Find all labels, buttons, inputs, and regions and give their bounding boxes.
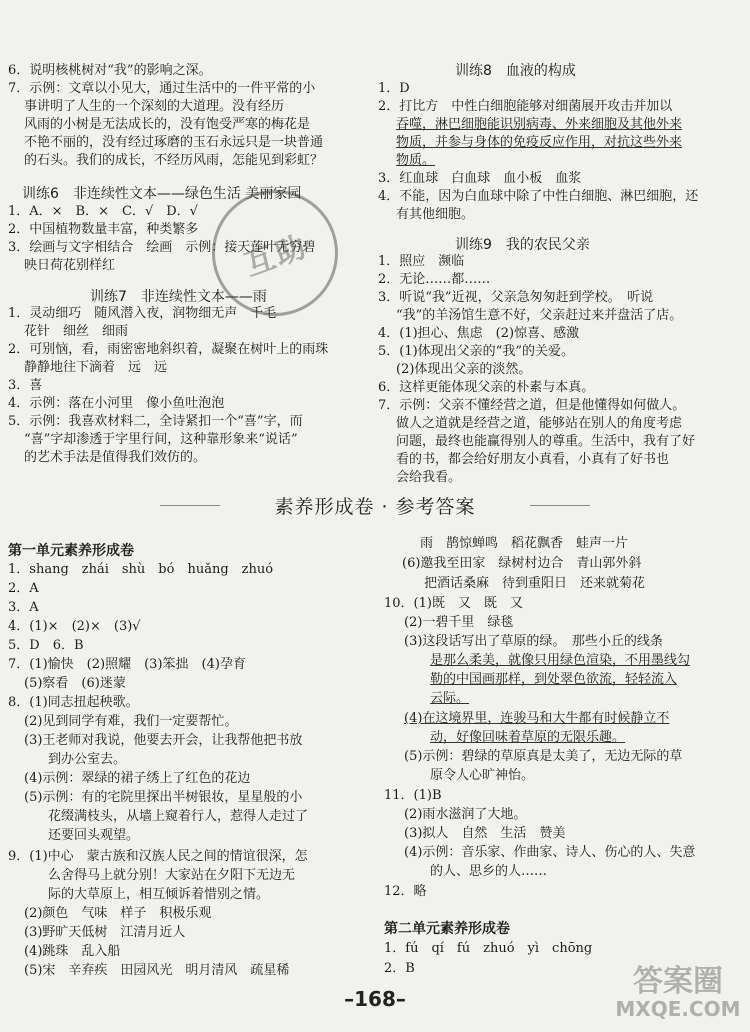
answer-line: 风雨的小树是无法成长的，没有饱受严寒的梅花是 <box>24 117 311 132</box>
answer-line: 问题，最终也能赢得别人的尊重。生活中，我有了好 <box>396 434 696 449</box>
answer-line: 4．示例：落在小河里 像小鱼吐泡泡 <box>8 396 225 411</box>
answer-line: 1．fú qí fú zhuó yì chōng <box>384 941 593 956</box>
answer-line: (4)示例：翠绿的裙子绣上了红色的花边 <box>24 771 251 786</box>
answer-line: (2)雨水滋润了大地。 <box>404 807 527 822</box>
answer-line: 的艺术手法是值得我们效仿的。 <box>24 450 207 465</box>
answer-line: 4．(1)担心、焦虑 (2)惊喜、感激 <box>378 326 580 341</box>
answer-line: 动，好像回味着草原的无限乐趣。 <box>430 730 626 745</box>
page-section-title: 素养形成卷 · 参考答案 <box>274 496 476 518</box>
answer-line: 雨 鹊惊蝉鸣 稻花飘香 蛙声一片 <box>420 536 629 551</box>
answer-line: 云际。 <box>430 691 470 706</box>
answer-line: 9．(1)中心 蒙古族和汉族人民之间的情谊很深，怎 <box>8 849 308 864</box>
answer-line: 3．喜 <box>8 378 43 393</box>
answer-line: (2)体现出父亲的淡然。 <box>396 362 532 377</box>
section-title-train8: 训练8 血液的构成 <box>455 63 576 79</box>
answer-line: 5．示例：我喜欢材料二，全诗紧扣一个“喜”字，而 <box>8 414 303 429</box>
answer-line: 3．红血球 白血球 血小板 血浆 <box>378 171 582 186</box>
answer-line: 有其他细胞。 <box>396 207 475 222</box>
answer-line: 12．略 <box>384 884 427 899</box>
answer-line: 会给我看。 <box>396 470 462 485</box>
watermark-logo-main: 答案圈 <box>633 964 723 999</box>
answer-line: (5)察看 (6)迷蒙 <box>24 676 126 691</box>
answer-line: 3．A <box>8 600 39 615</box>
answer-line: 1．D <box>378 81 410 96</box>
answer-line: 际的大草原上，相互倾诉着惜别之情。 <box>48 887 270 902</box>
answer-line: (4)跳珠 乱入船 <box>24 944 121 959</box>
answer-line: 3．绘画与文字相结合 绘画 示例：接天莲叶无穷碧 <box>8 240 316 255</box>
answer-line: 映日荷花别样红 <box>24 258 116 273</box>
answer-line: 的人、思乡的人…… <box>430 864 548 879</box>
stamp-seal-text: 互助 <box>240 228 313 284</box>
answer-line: 把酒话桑麻 待到重阳日 还来就菊花 <box>424 576 646 591</box>
answer-line: 静静地往下滴着 远 远 <box>24 360 168 375</box>
answer-line: 5．D 6．B <box>8 638 84 653</box>
answer-line: 7．(1)愉快 (2)照耀 (3)笨拙 (4)孕育 <box>8 657 246 672</box>
answer-line: (3)野旷天低树 江清月近人 <box>24 925 186 940</box>
answer-line: 11．(1)B <box>384 788 442 803</box>
answer-line: 的石头。我们的成长，不经历风雨，怎能见到彩虹？ <box>24 153 324 168</box>
answer-line: 5．(1)体现出父亲的“我”的关爱。 <box>378 344 574 359</box>
answer-line: 8．(1)同志扭起秧歌。 <box>8 695 139 710</box>
answer-line: (2)一碧千里 绿毯 <box>404 615 514 630</box>
answer-line: (5)示例：碧绿的草原真是太美了，无边无际的草 <box>404 749 683 764</box>
answer-line: 物质，并参与身体的免疫反应作用，对抗这些外来 <box>396 135 683 150</box>
title-rule-right <box>530 505 590 506</box>
answer-line: 到办公室去。 <box>48 752 127 767</box>
answer-line: 6．这样更能体现父亲的朴素与本真。 <box>378 380 595 395</box>
answer-line: (5)示例：有的宅院里探出半树银妆，星星般的小 <box>24 790 303 805</box>
answer-line: 1．A．× B．× C．√ D．√ <box>8 204 198 219</box>
answer-line: 2．可别恼，看，雨密密地斜织着，凝聚在树叶上的雨珠 <box>8 342 329 357</box>
answer-line: 1．照应 濒临 <box>378 254 465 269</box>
section-title-train7: 训练7 非连续性文本——雨 <box>90 289 267 305</box>
answer-line: “我”的羊汤馆生意不好，父亲赶过来并盘活了店。 <box>396 308 683 323</box>
answer-line: (6)邀我至田家 绿树村边合 青山郭外斜 <box>402 556 642 571</box>
page-number: –168– <box>344 987 406 1011</box>
answer-line: 么舍得马上就分别！大家站在夕阳下无边无 <box>48 868 296 883</box>
answer-line: 7．示例：父亲不懂经营之道，但是他懂得如何做人。 <box>378 398 686 413</box>
answer-line: 10．(1)既 又 既 又 <box>384 596 523 611</box>
answer-line: 是那么柔美，就像只用绿色渲染，不用墨线勾 <box>430 653 691 668</box>
answer-line: 6．说明核桃树对“我”的影响之深。 <box>8 63 212 78</box>
answer-line: 2．无论……都…… <box>378 272 491 287</box>
answer-line: 4．不能，因为白血球中除了中性白细胞、淋巴细胞，还 <box>378 189 699 204</box>
answer-line: (4)在这境界里，连骏马和大牛都有时候静立不 <box>404 711 670 726</box>
answer-line: 做人之道就是经营之道，能够站在别人的角度考虑 <box>396 416 683 431</box>
answer-line: 4．(1)× (2)× (3)√ <box>8 619 141 634</box>
answer-line: 1．shang zhái shù bó huǎng zhuó <box>8 562 274 577</box>
answer-line: 2．中国植物数量丰富，种类繁多 <box>8 222 199 237</box>
answer-line: (5)宋 辛弃疾 田园风光 明月清风 疏星稀 <box>24 963 290 978</box>
answer-line: 1．灵动细巧 随风潜入夜，润物细无声 千毛 <box>8 306 277 321</box>
answer-line: 原令人心旷神怡。 <box>430 768 535 783</box>
answer-line: 勒的中国画那样，到处翠色欲流，轻轻流入 <box>430 672 678 687</box>
answer-line: (3)王老师对我说，他要去开会，让我帮他把书放 <box>24 733 303 748</box>
answer-line: (2)颜色 气味 样子 积极乐观 <box>24 906 212 921</box>
answer-line: 吞噬，淋巴细胞能识别病毒、外来细胞及其他外来 <box>396 117 683 132</box>
section-title-train9: 训练9 我的农民父亲 <box>455 237 590 253</box>
answer-line: 2．A <box>8 581 39 596</box>
answer-line: 花针 细丝 细雨 <box>24 324 129 339</box>
answer-line: 7．示例：文章以小见大，通过生活中的一件平常的小 <box>8 81 316 96</box>
answer-line: 3．听说“我”近视，父亲急匆匆赶到学校。 听说 <box>378 290 654 305</box>
answer-line: 看的书，都会给好朋友小真看，小真有了好书也 <box>396 452 670 467</box>
answer-line: (2)见到同学有难，我们一定要帮忙。 <box>24 714 238 729</box>
answer-line: 还要回头观望。 <box>48 828 140 843</box>
answer-line: 不艳不丽的，没有经过琢磨的玉石永远只是一块普通 <box>24 135 324 150</box>
answer-line: (4)示例：音乐家、作曲家、诗人、伤心的人、失意 <box>404 845 696 860</box>
watermark-logo <box>614 966 742 1024</box>
watermark-logo-url: MXQE.COM <box>615 997 741 1021</box>
section-title-unit2: 第二单元素养形成卷 <box>384 921 510 937</box>
answer-line: 2．B <box>384 961 415 976</box>
answer-line: (3)这段话写出了草原的绿。 那些小丘的线条 <box>404 634 663 649</box>
answer-line: 2．打比方 中性白细胞能够对细菌展开攻击并加以 <box>378 99 673 114</box>
section-title-train6: 训练6 非连续性文本——绿色生活 美丽家园 <box>22 186 302 202</box>
answer-line: 物质。 <box>396 153 436 168</box>
answer-line: (3)拟人 自然 生活 赞美 <box>404 826 566 841</box>
answer-line: 事讲明了人生的一个深刻的大道理。没有经历 <box>24 99 285 114</box>
section-title-unit1: 第一单元素养形成卷 <box>8 543 134 559</box>
answer-line: 花缀满枝头，从墙上窥着行人，惹得人走过了 <box>48 809 309 824</box>
answer-line: “喜”字却渗透于字里行间，这种靠形象来“说话” <box>24 432 298 447</box>
